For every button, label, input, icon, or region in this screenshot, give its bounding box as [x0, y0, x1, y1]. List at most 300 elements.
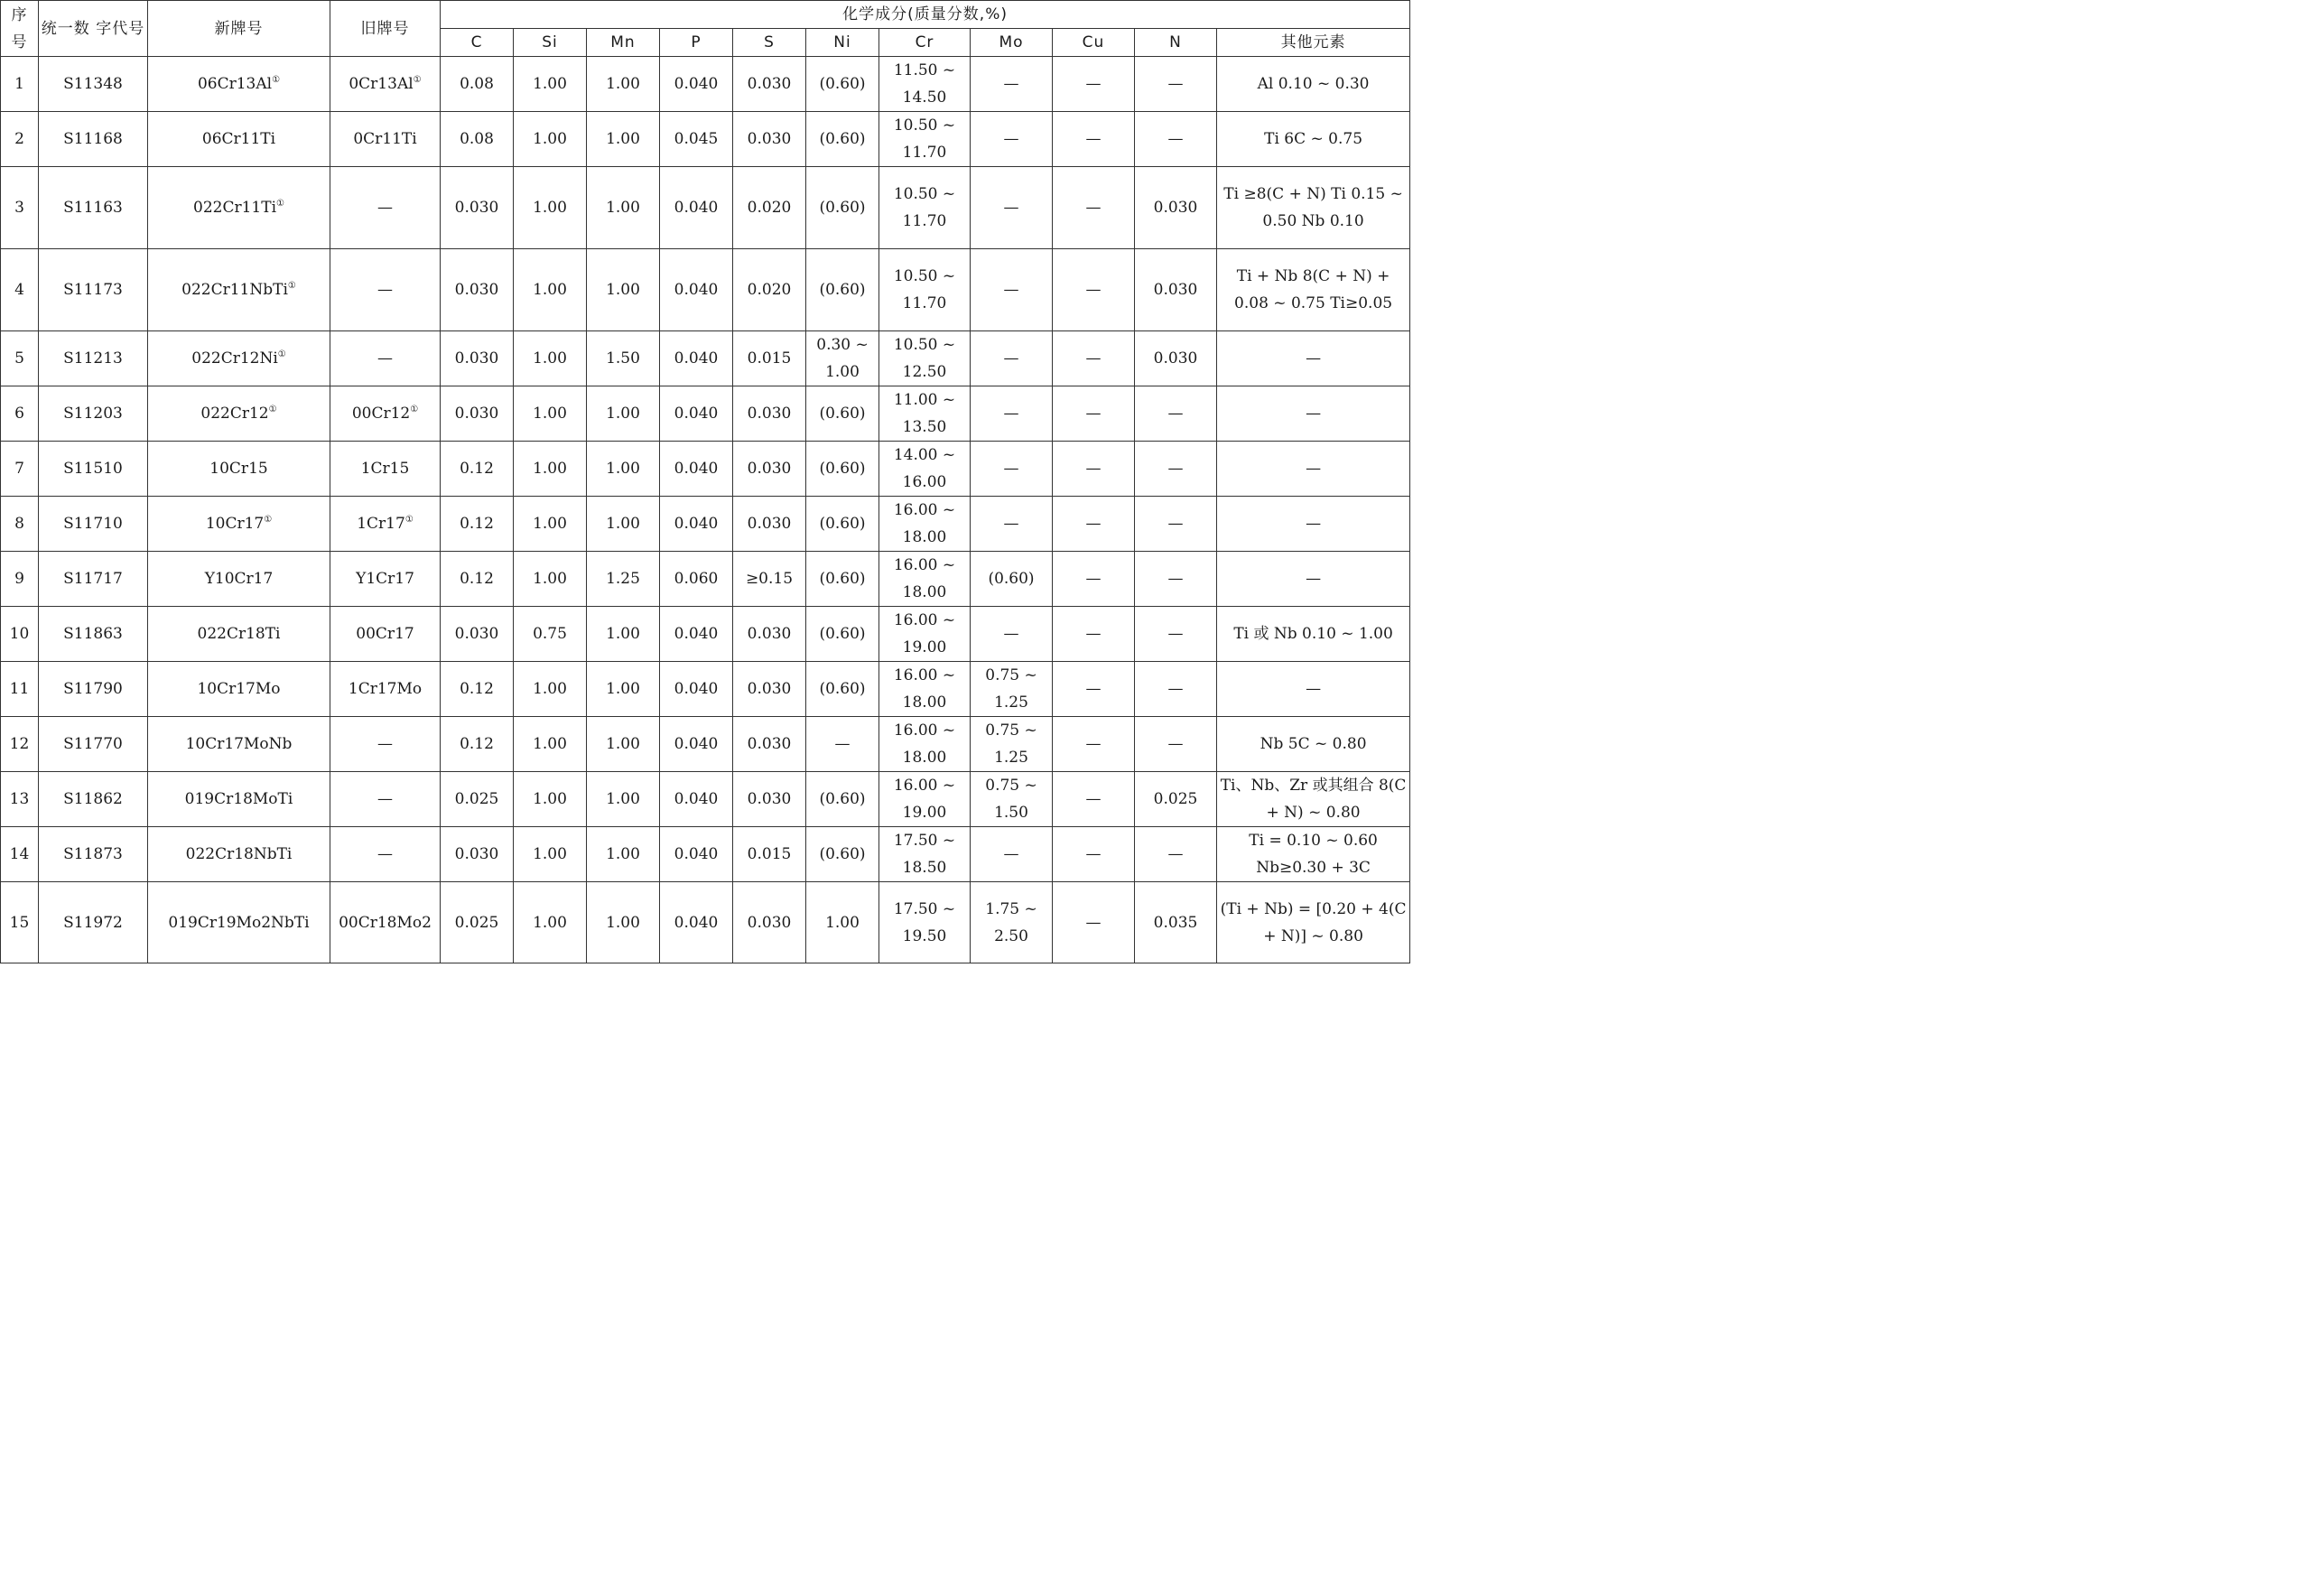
cell-c-text: 0.12	[460, 515, 494, 533]
cell-seq-text: 5	[14, 349, 24, 368]
cell-other-text: Ti 6C ~ 0.75	[1264, 130, 1363, 148]
cell-seq	[1, 772, 39, 827]
cell-n	[1135, 442, 1217, 497]
cell-ni	[806, 57, 879, 112]
cell-seq-text: 4	[14, 281, 24, 299]
cell-code	[39, 442, 148, 497]
cell-si-text: 1.00	[533, 130, 567, 148]
cell-code	[39, 57, 148, 112]
cell-old-grade-text: 1Cr17	[357, 515, 405, 533]
cell-n	[1135, 717, 1217, 772]
cell-cr-text: 16.00 ~ 18.00	[893, 721, 956, 767]
cell-cu	[1053, 772, 1135, 827]
cell-seq	[1, 249, 39, 331]
cell-p-text: 0.040	[674, 735, 719, 753]
header-element: 其他元素	[1217, 29, 1410, 57]
cell-si-text: 1.00	[533, 790, 567, 808]
cell-old-grade-text: 1Cr17Mo	[348, 680, 423, 698]
cell-new-grade	[148, 882, 330, 963]
cell-code	[39, 662, 148, 717]
cell-seq-text: 9	[14, 570, 24, 588]
cell-other-text: (Ti + Nb) = [0.20 + 4(C + N)] ~ 0.80	[1220, 899, 1407, 945]
header-code: 统一数 字代号	[39, 1, 148, 57]
cell-ni-text: (0.60)	[819, 460, 866, 478]
cell-c-text: 0.12	[460, 460, 494, 478]
cell-code-text: S11173	[63, 281, 123, 299]
cell-old-grade-text: 00Cr12	[351, 405, 411, 423]
header-chem: 化学成分(质量分数,%)	[441, 1, 1410, 29]
cell-seq-text: 11	[9, 680, 30, 698]
cell-seq	[1, 167, 39, 249]
cell-s	[733, 442, 806, 497]
table-row	[1, 112, 1410, 167]
table-row	[1, 772, 1410, 827]
cell-old-grade	[330, 607, 441, 662]
cell-mo	[971, 552, 1053, 607]
cell-other-text: Al 0.10 ~ 0.30	[1257, 75, 1370, 93]
cell-other-text: Ti、Nb、Zr 或其组合 8(C + N) ~ 0.80	[1220, 777, 1407, 822]
cell-n-text: —	[1167, 515, 1184, 533]
cell-c	[441, 442, 514, 497]
cell-old-grade-text: Y1Cr17	[356, 570, 414, 588]
header-row-1	[1, 1, 1410, 29]
cell-seq	[1, 497, 39, 552]
cell-c	[441, 662, 514, 717]
cell-si	[514, 662, 587, 717]
cell-c	[441, 552, 514, 607]
cell-mn	[587, 249, 660, 331]
cell-ni-text: (0.60)	[819, 130, 866, 148]
cell-seq	[1, 57, 39, 112]
cell-n-text: 0.030	[1153, 349, 1198, 368]
cell-cu-text: —	[1085, 570, 1102, 588]
cell-old-grade	[330, 497, 441, 552]
cell-c-text: 0.030	[454, 349, 499, 368]
cell-mo	[971, 717, 1053, 772]
cell-old-grade	[330, 57, 441, 112]
cell-mn-text: 1.00	[606, 130, 640, 148]
cell-ni-text: (0.60)	[819, 75, 866, 93]
cell-old-grade	[330, 717, 441, 772]
cell-cu-text: —	[1085, 405, 1102, 423]
footnote-mark: ①	[268, 405, 277, 414]
cell-mo-text: —	[1003, 845, 1019, 863]
cell-si	[514, 331, 587, 386]
footnote-mark: ①	[272, 75, 281, 85]
cell-code-text: S11717	[63, 570, 123, 588]
table-row	[1, 386, 1410, 442]
cell-s	[733, 331, 806, 386]
cell-cu	[1053, 827, 1135, 882]
cell-old-grade	[330, 827, 441, 882]
cell-mn-text: 1.00	[606, 680, 640, 698]
cell-new-grade-text: 022Cr11NbTi	[181, 281, 288, 299]
cell-other-text: —	[1306, 515, 1322, 533]
cell-new-grade-text: 06Cr13Al	[197, 75, 273, 93]
cell-seq-text: 2	[14, 130, 24, 148]
cell-old-grade-text: 0Cr13Al	[349, 75, 414, 93]
cell-cr	[879, 167, 971, 249]
table-header	[1, 1, 1410, 57]
cell-mn	[587, 827, 660, 882]
cell-s-text: 0.030	[747, 460, 792, 478]
cell-old-grade	[330, 552, 441, 607]
cell-c	[441, 249, 514, 331]
cell-code-text: S11972	[63, 913, 123, 932]
cell-ni	[806, 167, 879, 249]
cell-si-text: 1.00	[533, 515, 567, 533]
cell-s-text: 0.030	[747, 625, 792, 643]
footnote-mark: ①	[404, 515, 414, 525]
cell-other-text: —	[1306, 570, 1322, 588]
cell-n-text: 0.025	[1153, 790, 1198, 808]
cell-seq-text: 6	[14, 405, 24, 423]
cell-ni	[806, 112, 879, 167]
cell-ni	[806, 442, 879, 497]
cell-mo	[971, 112, 1053, 167]
cell-p	[660, 167, 733, 249]
cell-other	[1217, 442, 1410, 497]
cell-p-text: 0.040	[674, 845, 719, 863]
table-row	[1, 552, 1410, 607]
cell-code-text: S11168	[63, 130, 123, 148]
cell-mn-text: 1.00	[606, 913, 640, 932]
cell-seq-text: 1	[14, 75, 24, 93]
header-element: Cu	[1053, 29, 1135, 57]
cell-ni	[806, 497, 879, 552]
cell-s-text: 0.030	[747, 405, 792, 423]
cell-seq	[1, 882, 39, 963]
cell-mo	[971, 662, 1053, 717]
cell-cr-text: 11.00 ~ 13.50	[893, 391, 956, 436]
cell-other	[1217, 249, 1410, 331]
cell-p	[660, 57, 733, 112]
cell-n-text: —	[1167, 130, 1184, 148]
cell-s	[733, 827, 806, 882]
cell-n-text: 0.030	[1153, 199, 1198, 217]
cell-mn	[587, 552, 660, 607]
cell-ni-text: (0.60)	[819, 515, 866, 533]
cell-si-text: 1.00	[533, 735, 567, 753]
cell-mo	[971, 882, 1053, 963]
cell-mn-text: 1.00	[606, 845, 640, 863]
cell-new-grade-text: 06Cr11Ti	[201, 130, 276, 148]
cell-cr	[879, 331, 971, 386]
cell-mo-text: 0.75 ~ 1.25	[985, 666, 1037, 712]
cell-n-text: —	[1167, 625, 1184, 643]
cell-cr	[879, 112, 971, 167]
header-element: N	[1135, 29, 1217, 57]
cell-mn	[587, 662, 660, 717]
cell-ni-text: (0.60)	[819, 281, 866, 299]
cell-si	[514, 249, 587, 331]
cell-mo-text: 0.75 ~ 1.25	[985, 721, 1037, 767]
header-element: Cr	[879, 29, 971, 57]
cell-mo-text: —	[1003, 405, 1019, 423]
cell-old-grade-text: —	[377, 349, 393, 368]
cell-s-text: 0.030	[747, 515, 792, 533]
cell-si-text: 0.75	[533, 625, 567, 643]
cell-mo	[971, 386, 1053, 442]
cell-p	[660, 662, 733, 717]
cell-ni	[806, 331, 879, 386]
cell-new-grade-text: 022Cr12	[200, 405, 269, 423]
header-element: Ni	[806, 29, 879, 57]
cell-s	[733, 249, 806, 331]
cell-seq	[1, 717, 39, 772]
cell-new-grade	[148, 249, 330, 331]
cell-cu-text: —	[1085, 349, 1102, 368]
cell-old-grade	[330, 662, 441, 717]
cell-cu-text: —	[1085, 735, 1102, 753]
cell-s	[733, 607, 806, 662]
cell-cu-text: —	[1085, 845, 1102, 863]
cell-p-text: 0.040	[674, 913, 719, 932]
cell-ni-text: (0.60)	[819, 570, 866, 588]
cell-mn	[587, 386, 660, 442]
cell-n	[1135, 167, 1217, 249]
cell-s-text: 0.030	[747, 790, 792, 808]
cell-cu-text: —	[1085, 790, 1102, 808]
cell-mn-text: 1.00	[606, 199, 640, 217]
cell-cr	[879, 386, 971, 442]
table-row	[1, 607, 1410, 662]
cell-new-grade-text: 022Cr11Ti	[193, 199, 277, 217]
cell-s	[733, 497, 806, 552]
cell-new-grade	[148, 827, 330, 882]
header-new-grade: 新牌号	[148, 1, 330, 57]
cell-c	[441, 497, 514, 552]
cell-n-text: —	[1167, 735, 1184, 753]
cell-new-grade-text: 10Cr17	[205, 515, 265, 533]
cell-n	[1135, 882, 1217, 963]
cell-code-text: S11770	[63, 735, 123, 753]
cell-mn-text: 1.00	[606, 405, 640, 423]
footnote-mark: ①	[410, 405, 419, 414]
cell-n-text: —	[1167, 460, 1184, 478]
cell-new-grade	[148, 552, 330, 607]
cell-p-text: 0.040	[674, 405, 719, 423]
cell-code	[39, 331, 148, 386]
cell-c	[441, 57, 514, 112]
cell-s-text: 0.030	[747, 735, 792, 753]
cell-mo	[971, 249, 1053, 331]
cell-old-grade-text: —	[377, 199, 393, 217]
cell-code-text: S11790	[63, 680, 123, 698]
cell-cu	[1053, 607, 1135, 662]
cell-n	[1135, 607, 1217, 662]
cell-p-text: 0.060	[674, 570, 719, 588]
cell-code	[39, 552, 148, 607]
cell-c-text: 0.025	[454, 790, 499, 808]
cell-new-grade-text: 022Cr12Ni	[191, 349, 278, 368]
cell-si	[514, 442, 587, 497]
cell-old-grade	[330, 772, 441, 827]
cell-cr	[879, 442, 971, 497]
cell-p-text: 0.040	[674, 515, 719, 533]
cell-mn-text: 1.00	[606, 790, 640, 808]
cell-p	[660, 827, 733, 882]
cell-cr-text: 16.00 ~ 18.00	[893, 556, 956, 601]
cell-mo-text: —	[1003, 75, 1019, 93]
cell-si	[514, 607, 587, 662]
cell-p-text: 0.040	[674, 349, 719, 368]
cell-other-text: Ti 或 Nb 0.10 ~ 1.00	[1233, 625, 1393, 643]
cell-ni	[806, 552, 879, 607]
cell-mn-text: 1.00	[606, 281, 640, 299]
cell-si-text: 1.00	[533, 405, 567, 423]
cell-old-grade-text: 00Cr18Mo2	[339, 913, 432, 932]
cell-mo-text: 0.75 ~ 1.50	[985, 777, 1037, 822]
cell-si	[514, 112, 587, 167]
cell-cu	[1053, 882, 1135, 963]
cell-mo	[971, 607, 1053, 662]
cell-code-text: S11163	[63, 199, 123, 217]
cell-s-text: 0.015	[747, 349, 792, 368]
cell-seq	[1, 662, 39, 717]
cell-s-text: 0.015	[747, 845, 792, 863]
cell-old-grade-text: 1Cr15	[360, 460, 410, 478]
cell-p-text: 0.040	[674, 625, 719, 643]
cell-s	[733, 112, 806, 167]
cell-new-grade-text: 022Cr18Ti	[197, 625, 281, 643]
cell-p	[660, 607, 733, 662]
cell-n	[1135, 662, 1217, 717]
cell-cr	[879, 772, 971, 827]
cell-mn-text: 1.25	[606, 570, 640, 588]
cell-cr-text: 16.00 ~ 19.00	[893, 611, 956, 656]
cell-n-text: —	[1167, 75, 1184, 93]
cell-s	[733, 552, 806, 607]
cell-c-text: 0.030	[454, 281, 499, 299]
cell-p-text: 0.040	[674, 460, 719, 478]
cell-other	[1217, 717, 1410, 772]
cell-new-grade	[148, 331, 330, 386]
cell-seq-text: 13	[9, 790, 30, 808]
cell-mn-text: 1.00	[606, 735, 640, 753]
cell-c-text: 0.12	[460, 735, 494, 753]
header-old-grade: 旧牌号	[330, 1, 441, 57]
cell-other	[1217, 607, 1410, 662]
cell-seq	[1, 386, 39, 442]
cell-cu-text: —	[1085, 913, 1102, 932]
cell-si-text: 1.00	[533, 75, 567, 93]
cell-cu-text: —	[1085, 625, 1102, 643]
cell-mn	[587, 497, 660, 552]
cell-other-text: —	[1306, 460, 1322, 478]
cell-code	[39, 717, 148, 772]
cell-mn	[587, 167, 660, 249]
cell-mn	[587, 331, 660, 386]
cell-si-text: 1.00	[533, 913, 567, 932]
cell-code	[39, 497, 148, 552]
cell-mn	[587, 607, 660, 662]
table-row	[1, 827, 1410, 882]
cell-mo-text: (0.60)	[988, 570, 1035, 588]
cell-ni	[806, 662, 879, 717]
cell-cr-text: 16.00 ~ 18.00	[893, 666, 956, 712]
cell-cr-text: 17.50 ~ 19.50	[893, 899, 956, 945]
cell-s-text: 0.030	[747, 75, 792, 93]
cell-c	[441, 112, 514, 167]
cell-new-grade	[148, 57, 330, 112]
cell-s	[733, 717, 806, 772]
cell-si	[514, 717, 587, 772]
cell-mo-text: —	[1003, 349, 1019, 368]
cell-old-grade	[330, 112, 441, 167]
cell-n	[1135, 386, 1217, 442]
table-body	[1, 57, 1410, 963]
cell-other	[1217, 386, 1410, 442]
cell-n-text: —	[1167, 845, 1184, 863]
cell-mo-text: —	[1003, 199, 1019, 217]
cell-s-text: 0.030	[747, 680, 792, 698]
cell-mn	[587, 57, 660, 112]
cell-cr-text: 10.50 ~ 11.70	[893, 267, 956, 312]
cell-p-text: 0.040	[674, 281, 719, 299]
cell-old-grade-text: —	[377, 735, 393, 753]
cell-si	[514, 827, 587, 882]
cell-new-grade-text: 10Cr17MoNb	[185, 735, 293, 753]
cell-p	[660, 442, 733, 497]
cell-n	[1135, 57, 1217, 112]
cell-c-text: 0.12	[460, 680, 494, 698]
cell-ni-text: (0.60)	[819, 405, 866, 423]
cell-mn-text: 1.00	[606, 515, 640, 533]
cell-p	[660, 112, 733, 167]
cell-n-text: 0.030	[1153, 281, 1198, 299]
cell-new-grade-text: 022Cr18NbTi	[185, 845, 293, 863]
cell-ni-text: (0.60)	[819, 790, 866, 808]
cell-si-text: 1.00	[533, 199, 567, 217]
cell-p	[660, 249, 733, 331]
cell-ni	[806, 827, 879, 882]
table-row	[1, 882, 1410, 963]
cell-cr-text: 16.00 ~ 19.00	[893, 777, 956, 822]
cell-c-text: 0.025	[454, 913, 499, 932]
cell-n-text: —	[1167, 405, 1184, 423]
cell-mo	[971, 827, 1053, 882]
cell-n	[1135, 827, 1217, 882]
cell-new-grade	[148, 386, 330, 442]
footnote-mark: ①	[276, 199, 284, 209]
footnote-mark: ①	[277, 349, 286, 359]
table-row	[1, 717, 1410, 772]
cell-ni	[806, 607, 879, 662]
cell-cu-text: —	[1085, 680, 1102, 698]
cell-seq	[1, 827, 39, 882]
cell-c	[441, 607, 514, 662]
cell-c	[441, 882, 514, 963]
cell-other-text: Ti ≥8(C + N) Ti 0.15 ~ 0.50 Nb 0.10	[1223, 185, 1403, 230]
cell-s	[733, 662, 806, 717]
cell-cu	[1053, 442, 1135, 497]
cell-mo	[971, 772, 1053, 827]
cell-other-text: Nb 5C ~ 0.80	[1260, 735, 1367, 753]
cell-mo-text: —	[1003, 281, 1019, 299]
cell-code-text: S11203	[63, 405, 123, 423]
cell-seq-text: 14	[9, 845, 30, 863]
cell-cr	[879, 497, 971, 552]
cell-cu	[1053, 497, 1135, 552]
cell-cr	[879, 552, 971, 607]
cell-p-text: 0.040	[674, 680, 719, 698]
cell-c-text: 0.030	[454, 845, 499, 863]
cell-code-text: S11710	[63, 515, 123, 533]
cell-seq	[1, 442, 39, 497]
cell-old-grade	[330, 386, 441, 442]
cell-seq	[1, 331, 39, 386]
